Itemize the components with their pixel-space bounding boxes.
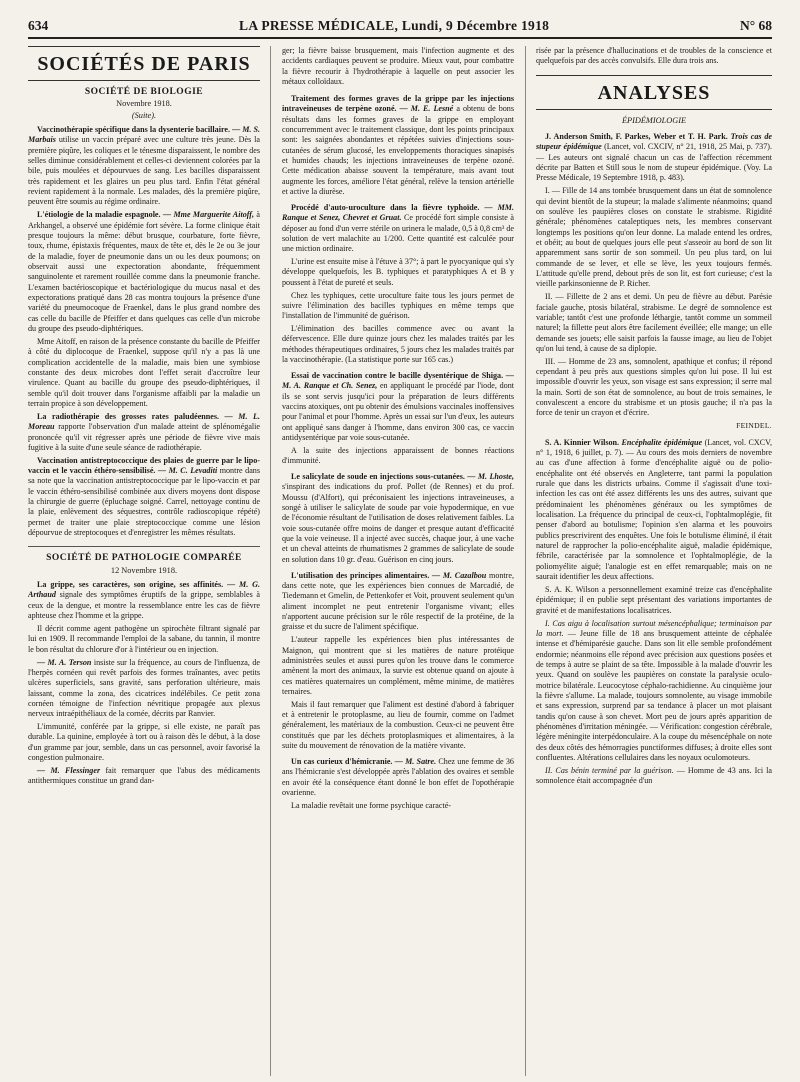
column-right [536,46,772,1076]
divider [28,546,260,547]
society-name: SOCIÉTÉ DE BIOLOGIE [84,87,204,97]
article: Vaccination antistreptococcique des plaies de guerre par le lipo-vaccin et le vaccin éthéro-sensibilisé. — M. C. Levaditi montre dans sa note que la vaccination antistreptococcique par le lipo-vaccin et par le vaccin éthéro-sensibilisé combinée aux divers moyens dont dispose la chirurgie de guerre (épluchage soigné. Carrel, nettoyage continu de la plaie, enlèvement des séquestres, contrôle radioscopique répété) permet de traiter une plaie streptococcique comme une lésion dépourvue de streptocoques et d'enregistrer les mêmes résultats. [28,455,260,538]
article: L'étiologie de la maladie espagnole. — Mme Marguerite Aitoff, à Arkhangel, a observé une épidémie fort sévère. La forme clinique était presque toujours la même: début brusque, courbature, forte fièvre, toux, rhume, épistaxis fréquentes, maux de tête et, dès le 2e ou 3e jour de la maladie, foyer de pneumonie dans un ou les deux poumons; on observait aussi une expectoration abondante, fréquemment sanguinolente et rarement rouillée comme dans la pneumonie franche. L'examen bactérioscopique et bactériologique du mucus nasal et des expectorations pratiqué dans 28 cas montra toujours la présence d'une variété du pneumocoque de Fraenkel, dans le plus grand nombre des cas celle du bacille de Pfeiffer et dans quelques cas celle d'un microbe du groupe des pseudo-diphtériques. [28,210,260,334]
column-left [28,46,260,1076]
signature: FEINDEL. [736,421,772,431]
paragraph: L'urine est ensuite mise à l'étuve à 37°; à part le pyocyanique qui s'y développe quelquefois, les B. typhiques et paratyphiques A et B y poussent à l'état de pureté et seuls. [282,257,514,287]
article: Vaccinothérapie spécifique dans la dysenterie bacillaire. — M. S. Marbais utilise un vaccin préparé avec une culture très jeune. Dès la première piqûre, les coliques et le ténesme disparaissent, le nombre des selles diminue considérablement et celles-ci deviennent colorées par la bile, puis moulées et dépourvues de sang. Les bacilles disparaissent très rapidement et les glaires un peu plus tard. Enfin l'état général revient rapidement à la normale. Les malades, dès la première piqûre, peuvent être soumis au régime ordinaire. [28,125,260,207]
paragraph: L'auteur rappelle les expériences bien plus intéressantes de Maignon, qui montrent que si les matières de nature protéique administrées seules et aussi pures qu'on les trouve dans le commerce amènent la mort des animaux, la survie est obtenue quand on ajoute à ces matières quaternaires un complément, même minime, de matières ternaires. [282,635,514,696]
issue-number: N° 68 [739,18,772,33]
rubric-title: ÉPIDÉMIOLOGIE [621,115,687,125]
society-name: SOCIÉTÉ DE PATHOLOGIE COMPARÉE [46,553,242,564]
continued-note: (Suite). [131,110,157,120]
paragraph: ger; la fièvre baisse brusquement, mais l'infection augmente et des accidents cardiaques peuvent se produire. Mieux vaut, pour combattre la fièvre recourir à l'hydrothérapie à laquelle on peut associer les métaux colloïdaux. [282,46,514,87]
article: Essai de vaccination contre le bacille dysentérique de Shiga. — M. A. Ranque et Ch. Senez, en appliquant le procédé par l'iode, dont ils se sont servis jusqu'ici pour la préparation de leurs différents vaccins atoxiques, ont pu obtenir des émulsions vaccinales inoffensives pour l'animal et pour l'homme. Après un essai sur l'un d'eux, les auteurs ont appliqué sans danger à l'homme, dans environ 300 cas, ce vaccin antidysentérique par voie sous-cutanée. [282,370,514,443]
case: II. — Fillette de 2 ans et demi. Un peu de fièvre au début. Parésie faciale gauche, ptosis bilatéral, strabisme. Le degré de somnolence est variable; tantôt c'est une profonde léthargie, tantôt comme un sommeil naturel; la fillette peut alors être facilement éveillée; elle mange; un elle demande ses jouets; elle saisit parfois la fausse image, au lieu de l'objet qu'on lui tend, à cause de sa diplopie. [536,292,772,353]
session-date: Novembre 1918. [116,99,172,109]
page-number: 634 [28,18,49,33]
paragraph: Mais il faut remarquer que l'aliment est destiné d'abord à fabriquer et à entretenir le protoplasme, au lieu de fournir, comme on l'admet généralement, les matériaux de la combustion. Ceux-ci ne peuvent être constitués que par les déchets protoplasmiques et alimentaires, à la suite du mouvement de rénovation de la matière vivante. [282,699,514,751]
column-divider [525,46,526,1076]
paragraph: A la suite des injections apparaissent de bonnes réactions d'immunité. [282,445,514,466]
article: L'utilisation des principes alimentaires. — M. Cazalbou montre, dans cette note, que les expériences bien connues de Marcadié, de Tiedemann et Gmelin, de Pettenkofer et Voit, prouvent seulement qu'un aliment incomplet ne peut entretenir l'organisme vivant; elles n'apportent aucune précision sur le rôle respectif de la protéine, de la graisse et du sucre de l'aliment spécifique. [282,570,514,632]
session-date: 12 Novembre 1918. [110,565,178,575]
review: J. Anderson Smith, F. Parkes, Weber et T. H. Park. Trois cas de stupeur épidémique (Lancet, vol. CXCIV, n° 21, 1918, 25 Mai, p. 737). — Les auteurs ont signalé chacun un cas de l'affection récemment décrite par Batten et Still sous le nom de stupeur épidémique. (Voy. La Presse Médicale, 19 Septembre 1918, p. 483). [536,132,772,183]
article: La radiothérapie des grosses rates paludéennes. — M. L. Moreau rapporte l'observation d'un malade atteint de splénomégalie prononcée qu'il vit régresser après une période de fièvre vive mais fugitive à la suite d'une seule séance de radiothérapie. [28,411,260,452]
section-title: SOCIÉTÉS DE PARIS [28,46,260,81]
case: I. — Fille de 14 ans tombée brusquement dans un état de somnolence qui devint bientôt de la stupeur; la malade s'alimente néanmoins; quand on soulève les paupières closes on constate le strabisme. Rigidité générale; phénomènes cataleptiques nets, les membres conservant longtemps les positions qu'on leur donne. La malade entend les ordres, et obéit; au bout de quelques jours elle peut s'asseoir au bord de son lit apparemment sans sortir de son sommeil. Un peu plus tard, on lui commande de se lever, et elle se lève, les yeux toujours fermés. L'attitude qu'elle prend, debout près de son lit, est fort curieuse; c'est la vieille parkinsonienne de P. Richer. [536,186,772,289]
article: La grippe, ses caractères, son origine, ses affinités. — M. G. Arthaud signale des symptômes éruptifs de la grippe, semblables à ceux de la dengue, et montre la ressemblance entre les cas de fièvre aphteuse chez l'homme et la grippe. [28,580,260,621]
case: II. Cas bénin terminé par la guérison. — Homme de 43 ans. Ici la somnolence était accompagnée d'un [536,765,772,786]
paragraph: Chez les typhiques, cette uroculture faite tous les jours permet de suivre l'élimination des bacilles typhiques en même temps que l'installation de l'immunité de guérison. [282,290,514,321]
journal-title: LA PRESSE MÉDICALE, Lundi, 9 Décembre 1918 [239,18,550,33]
analyses-title: ANALYSES [536,75,772,110]
article: Le salicylate de soude en injections sous-cutanées. — M. Lhoste, s'inspirant des indications du prof. Pollet (de Rennes) et du prof. Moussu (d'Alfort), qui préconisaient les injections intraveineuses, a songé à utiliser le salicylate de soude par voie hypodermique, en vue de l'économie résultant de l'utilisation de doses relativement faibles. La voie sous-cutanée offre moins de danger et presque autant d'efficacité que la voie veineuse. Il a injecté avec succès, chaque jour, à une vache et un cheval atteints de rhumatismes 2 grammes de salicylate de soude en solution dans 10 gr. d'eau. Guérison en cinq jours. [282,472,514,564]
article: Traitement des formes graves de la grippe par les injections intraveineuses de terpène ozoné. — M. E. Lesné a obtenu de bons résultats dans les formes graves de la grippe en employant concurremment avec le traitement classique, dont les points principaux sont: les saignées abondantes et répétées suivies d'injections sous-cutanées de sérum glucosé, les enveloppements thoraciques sinapisés et humides chauds; les injections intraveineuses de terpène ozoné. Cette médication abaisse souvent la température, mais avant tout augmente les forces, améliore l'état général, relève la tension artérielle et active la diurèse. [282,93,514,196]
paragraph: Il décrit comme agent pathogène un spirochète filtrant signalé par lui en 1909. Il recommande l'emploi de la sabane, du tannin, il montre le bon résultat du chlorure d'or à l'intérieur ou en injection. [28,624,260,654]
paragraph: L'immunité, conférée par la grippe, si elle existe, ne paraît pas durable. La quinine, employée à tort ou à raison dès le début, à la dose d'un gramme par jour, semble, dans un cas personnel, avoir favorisé la congestion pulmonaire. [28,722,260,763]
article: — M. A. Terson insiste sur la fréquence, au cours de l'influenza, de l'herpès cornéen qui revêt parfois des formes traînantes, avec petits ulcères superficiels, sans gravité, sans perforation ultérieure, mais laissant, comme la zona, des cicatrices indélébiles. Ce petit zona cornéen témoigne de l'infection névritique propagée aux plexus nerveux intraépithéliaux de la cornée, décrits par Ranvier. [28,657,260,719]
paragraph: Mme Aitoff, en raison de la présence constante du bacille de Pfeiffer à côté du diplocoque de Fraenkel, suppose qu'il n'y a pas là une complication accidentelle de la maladie, mais bien une symbiose constante des deux microbes dont l'effet serait d'accroître leur virulence. Quant au bacille du groupe des pseudo-diphtériques, il semble qu'il doit trouver dans l'organisme affaibli par la maladie un terrain propice à son développement. [28,336,260,408]
paragraph: risée par la présence d'hallucinations et de troubles de la conscience et quelquefois par des accès convulsifs. Elle dura trois ans. [536,46,772,66]
column-middle [282,46,514,1076]
paragraph: L'élimination des bacilles commence avec ou avant la défervescence. Elle dure quinze jours chez les malades traités par les méthodes thérapeutiques ordinaires, 5 jours chez les malades traités par la vaccinothérapie. (La statistique porte sur 165 cas.) [282,324,514,365]
review: S. A. Kinnier Wilson. Encéphalite épidémique (Lancet, vol. CXCV, n° 1, 1918, 6 juillet, p. 7). — Au cours des mois derniers de novembre au cas d'une affection à forme d'encéphalite aiguë ou de polio-encéphalite ont été observés en Angleterre, tant parmi la population rurale que dans les districts urbains. Comme il s'agissait d'une toxi-infection les cas ont été assez différents les uns des autres, suivant que prédominaient les phénomènes généraux ou les symptômes de localisation. La fréquence du principal de ceux-ci, l'ophtalmoplégie, fit penser d'abord au botulisme; l'opinion s'en alarma et les pouvoirs publics prescrivirent des enquêtes. Une fois le botulisme éliminé, il était naturel de rapprocher la polio-encéphalite aiguë, maladie épidémique, fébrile, caractérisée par la somnolence et l'ophtalmoplégie, de la poliomyélite aiguë; l'analogie est en effet remarquable; mais on ne saurait identifier les deux affections. [536,437,772,582]
paragraph: S. A. K. Wilson a personnellement examiné treize cas d'encéphalite épidémique; il en publie sept présentant des variations importantes de gravité et de manifestations localisatrices. [536,584,772,615]
paragraph: La maladie revêtait une forme psychique caracté- [291,800,451,810]
case: I. Cas aigu à localisation surtout mésencéphalique; terminaison par la mort. — Jeune fille de 18 ans brusquement atteinte de céphalée intense et d'hémiparésie gauche. Dans son lit elle semble profondément endormie; néanmoins elle répond avec précision aux questions posées et de temps à autre se plaint de sa tête. Impossible à la malade d'ouvrir les yeux. Quand on soulève les paupières on constate la paralysie oculo-motrice bilatérale. Leucocytose céphalo-rachidienne. Au cinquième jour la fièvre s'allume. La malade, toujours somnolente, au visage immobile et sans expression, surprend par sa tendance à placer un mot plaisant tandis qu'on cause à son chevet. Mort peu de jours après apparition de phénomènes d'irritation méningée. — Vérification: congestion cérébrale, légère méningite interpédonculaire. A la coupe du mésencéphale on note des deux côtés des hémorragies punctiformes diffuses; à droite elles sont confluentes. Altérations cellulaires dans les noyaux oculomoteurs. [536,618,772,762]
article: Procédé d'auto-uroculture dans la fièvre typhoïde. — MM. Ranque et Senez, Chevret et Gruat. Ce procédé fort simple consiste à déposer au fond d'un verre stérile on urinera le malade, 0,5 à 0,8 cm³ de solution de vert malachite au 1/200. Cette quantité est calculée pour une miction ordinaire. [282,202,514,254]
page-header [28,12,772,39]
column-divider [270,46,271,1076]
article: Un cas curieux d'hémicranie. — M. Satre. Chez une femme de 36 ans l'hémicranie s'est développée après l'ablation des ovaires et semble en avoir été la conséquence étant donné le bon effet de l'opothérapie ovarienne. [282,757,514,798]
article: — M. Flessinger fait remarquer que l'abus des médicaments antithermiques constitue un grand dan- [28,765,260,786]
case: III. — Homme de 23 ans, somnolent, apathique et confus; il répond cependant à peu près aux questions simples qu'on lui pose. Il lui est impossible d'ouvrir les yeux, son visage est sans expression; il serre mal la main. Sorti de son état de somnolence, au bout de trois semaines, le convalescent a encore du strabisme et un ptosis gauche; il n'a pas la force de tenir un crayon et d'écrire. [536,356,772,418]
